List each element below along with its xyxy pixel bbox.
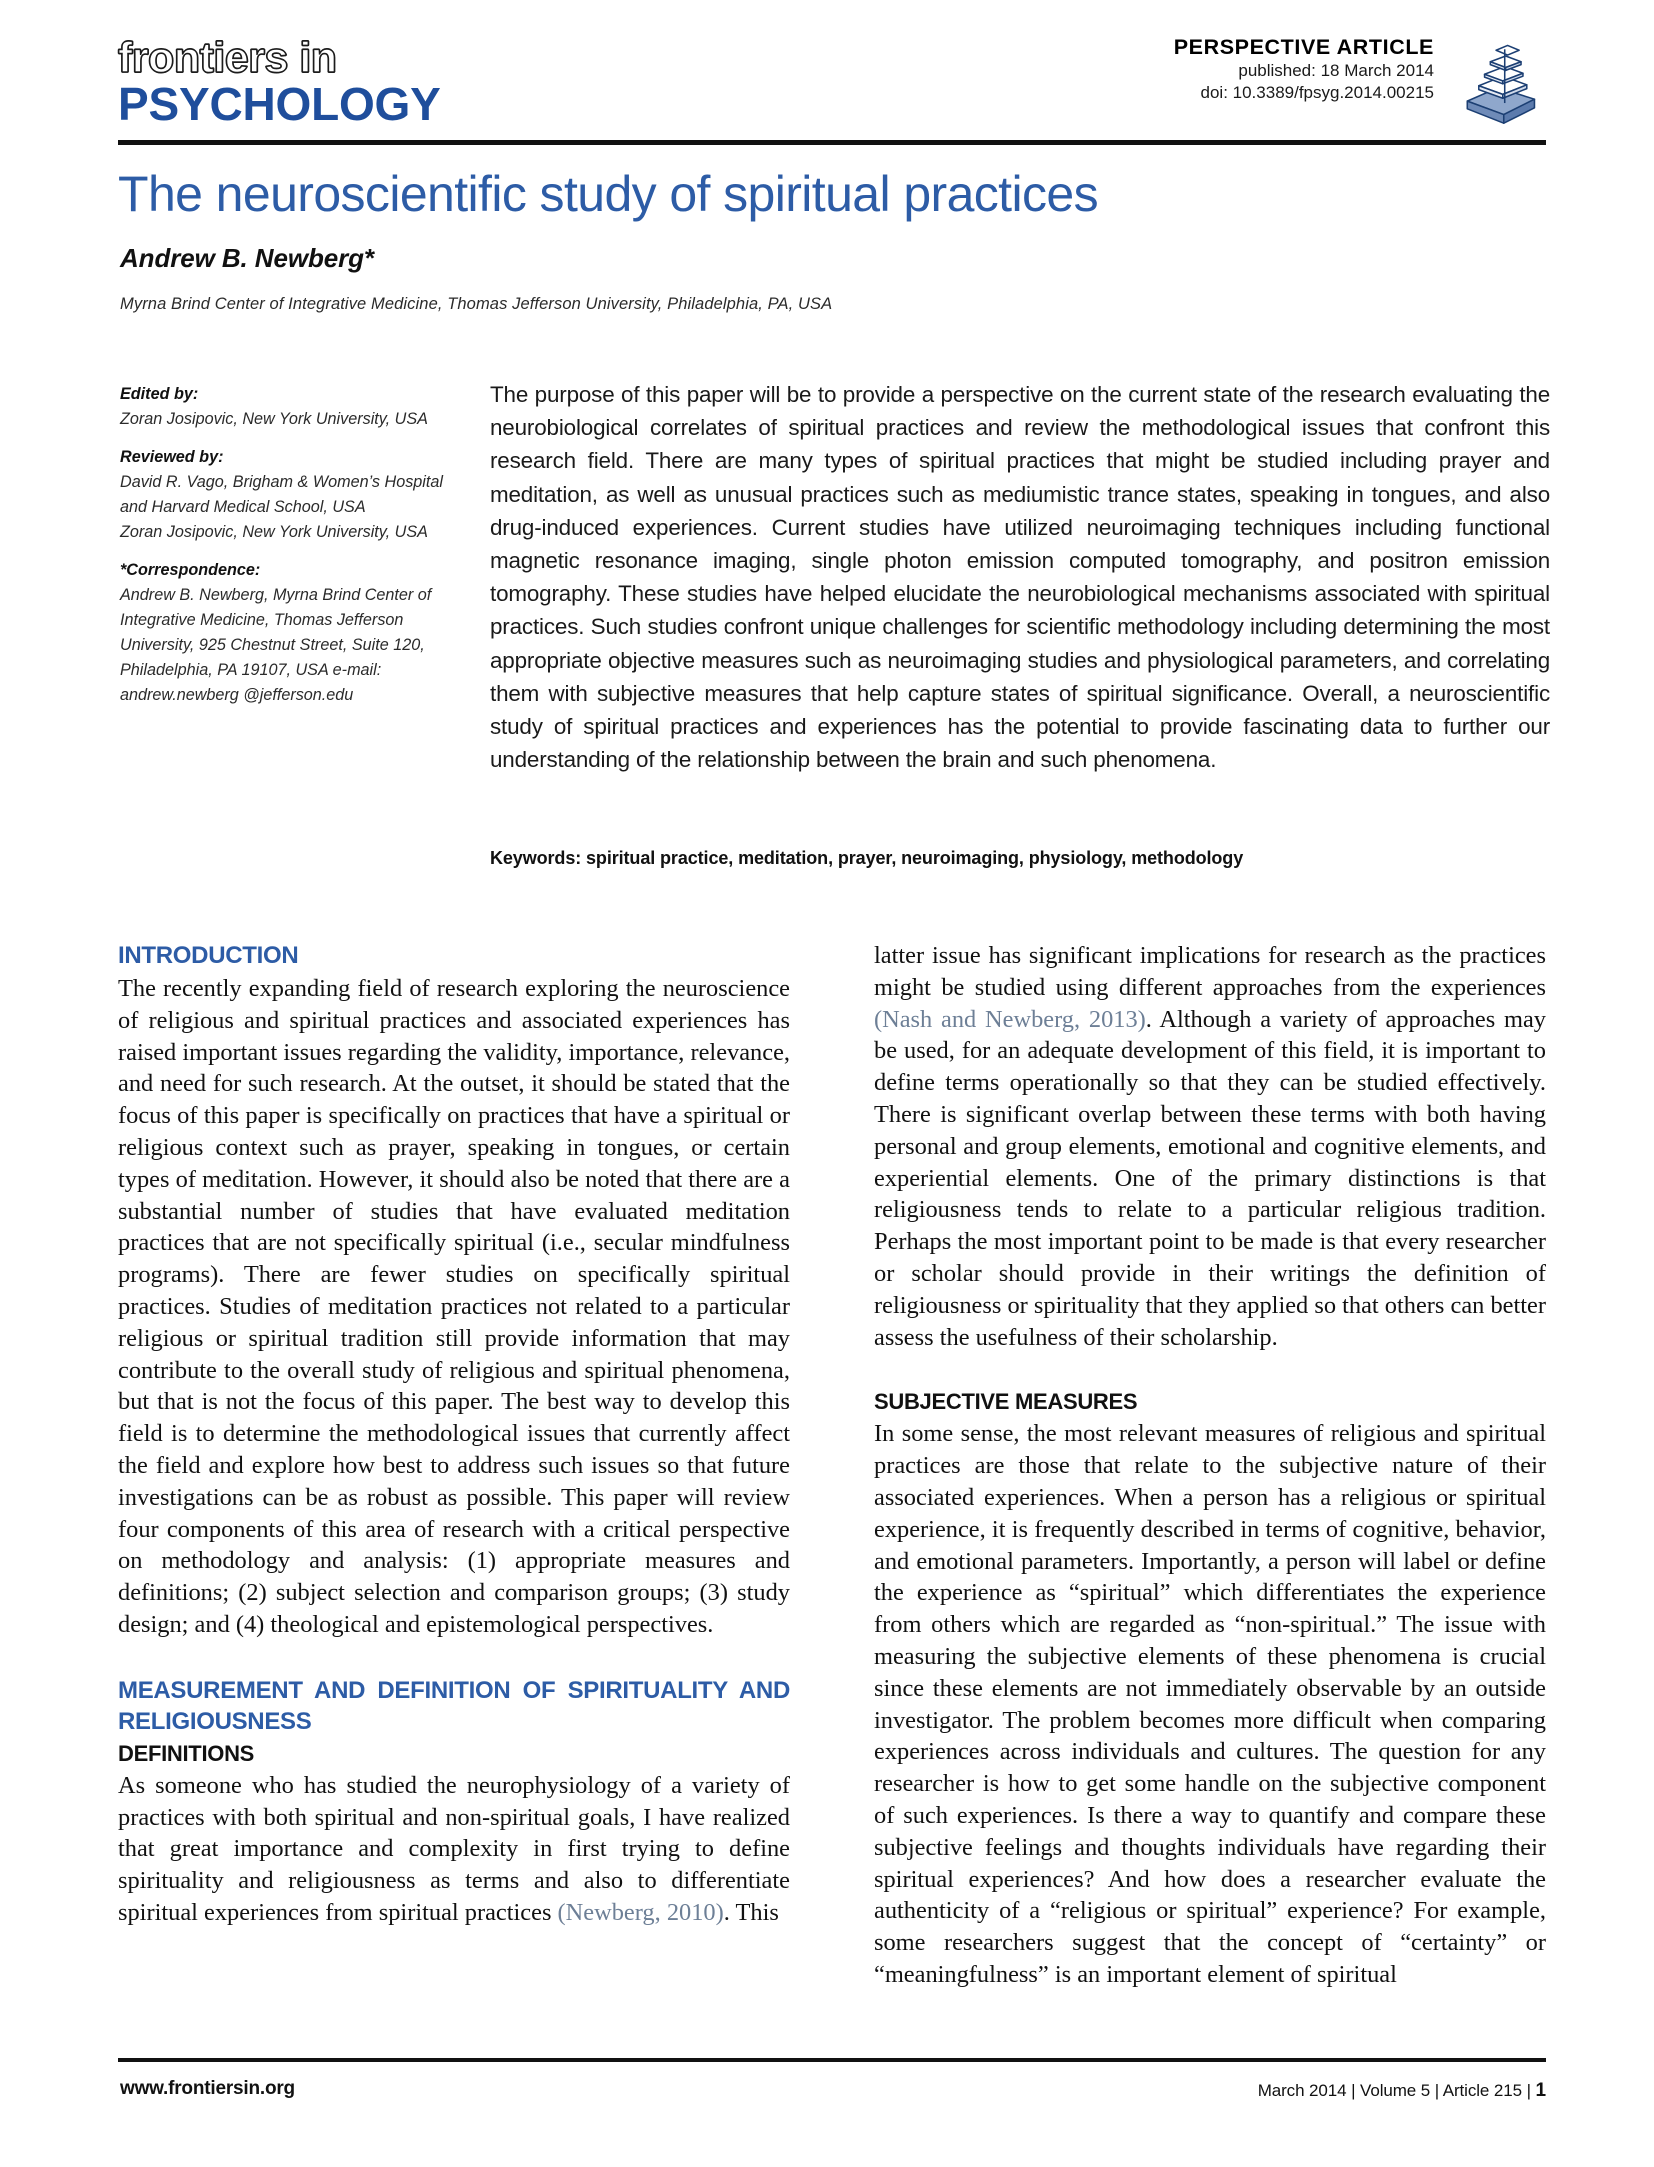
edited-by-label: Edited by:: [120, 385, 199, 403]
edited-by-value: Zoran Josipovic, New York University, USA: [120, 410, 428, 428]
logo-psychology-text: PSYCHOLOGY: [118, 78, 441, 130]
continued-text-part1: latter issue has significant implications for research as the practices might be studied using different approaches from the experiences: [874, 942, 1546, 1001]
article-type-label: PERSPECTIVE ARTICLE: [1173, 35, 1434, 59]
paragraph-definitions: [118, 1770, 790, 1929]
footer-website[interactable]: www.frontiersin.org: [120, 2078, 295, 2099]
editorial-sidebar: [120, 382, 450, 721]
reviewed-by-label: Reviewed by:: [120, 448, 224, 466]
footer-issue-text: March 2014 | Volume 5 | Article 215 |: [1257, 2081, 1536, 2100]
masthead: [118, 28, 1546, 136]
body-column-right: [874, 940, 1546, 1991]
edited-by-group: [120, 382, 450, 432]
definitions-text-part1: As someone who has studied the neurophysiology of a variety of practices with both spiritual and non-spiritual goals, I have realized that great importance and complexity in first trying to define spirituality and religiousness as terms and also to differentiate spiritual experiences from spiritual practices: [118, 1771, 790, 1926]
definitions-text-part2: . This: [723, 1898, 779, 1926]
footer-issue-info: [1258, 2080, 1546, 2102]
header-divider: [118, 140, 1546, 145]
heading-subjective-measures: SUBJECTIVE MEASURES: [874, 1389, 1138, 1415]
reviewer-1: David R. Vago, Brigham & Women’s Hospital and Harvard Medical School, USA: [120, 473, 443, 516]
author-affiliation: Myrna Brind Center of Integrative Medicine, Thomas Jefferson University, Philadelphia, PA, USA: [120, 295, 833, 313]
heading-introduction: INTRODUCTION: [118, 942, 299, 969]
published-date: published: 18 March 2014: [1238, 61, 1434, 80]
reviewed-by-group: [120, 445, 450, 545]
footer-divider: [118, 2058, 1546, 2062]
logo-frontiers-text: frontiers in: [118, 34, 337, 82]
page-title: The neuroscientific study of spiritual practices: [118, 166, 1098, 222]
stacked-blocks-icon: [1450, 32, 1546, 128]
paragraph-subjective-measures: In some sense, the most relevant measures of religious and spiritual practices are those that relate to the subjective nature of their associated experiences. When a person has a religious or spiritual experience, it is frequently described in terms of cognitive, behavior, and emotional parameters. Importantly, a person will label or define the experience as “spiritual” which differentiates the experience from others which are regarded as “non-spiritual.” The issue with measuring the subjective elements of these phenomena is crucial since these elements are not immediately observable by an outside investigator. The problem becomes more difficult when comparing experiences across individuals and cultures. The question for any researcher is how to get some handle on the subjective component of such experiences. Is there a way to quantify and compare these subjective feelings and thoughts individuals have regarding their spiritual experiences? And how does a researcher evaluate the authenticity of a “religious or spiritual” experience? For example, some researchers suggest that the concept of “certainty” or “meaningfulness” is an important element of spiritual: [874, 1420, 1546, 1988]
heading-definitions: DEFINITIONS: [118, 1740, 255, 1766]
body-column-left: [118, 940, 790, 1929]
author-name: Andrew B. Newberg*: [120, 243, 374, 273]
citation-newberg-2010: (Newberg, 2010): [557, 1898, 724, 1926]
correspondence-value: Andrew B. Newberg, Myrna Brind Center of Integrative Medicine, Thomas Jefferson University, 925 Chestnut Street, Suite 120, Philadelphia, PA 19107, USA e-mail: andrew.newberg @jefferson.edu: [120, 586, 432, 704]
header-meta: [1174, 34, 1434, 104]
reviewer-2: Zoran Josipovic, New York University, USA: [120, 523, 428, 541]
keywords-line: Keywords: spiritual practice, meditation, prayer, neuroimaging, physiology, methodology: [490, 848, 1244, 868]
correspondence-group: [120, 558, 450, 708]
continued-text-part2: . Although a variety of approaches may be used, for an adequate development of this field, it is important to define terms operationally so that they can be studied effectively. There is significant overlap between these terms with both having personal and group elements, emotional and cognitive elements, and experiential elements. One of the primary distinctions is that religiousness tends to relate to a particular religious tradition. Perhaps the most important point to be made is that every researcher or scholar should provide in their writings the definition of religiousness or spirituality that they applied so that others can better assess the usefulness of their scholarship.: [874, 1005, 1546, 1351]
doi-text: doi: 10.3389/fpsyg.2014.00215: [1200, 83, 1434, 102]
correspondence-label: *Correspondence:: [120, 561, 261, 579]
journal-logo: [118, 36, 548, 128]
footer-page-number: 1: [1535, 2080, 1546, 2101]
abstract-text: The purpose of this paper will be to provide a perspective on the current state of the research evaluating the neurobiological correlates of spiritual practices and review the methodological issues that confront this research field. There are many types of spiritual practices that might be studied including prayer and meditation, as well as unusual practices such as mediumistic trance states, speaking in tongues, and also drug-induced experiences. Current studies have utilized neuroimaging techniques including functional magnetic resonance imaging, single photon emission computed tomography, and positron emission tomography. These studies have helped elucidate the neurobiological mechanisms associated with spiritual practices. Such studies confront unique challenges for scientific methodology including determining the most appropriate objective measures such as neuroimaging studies and physiological parameters, and correlating them with subjective measures that help capture states of spiritual significance. Overall, a neuroscientific study of spiritual practices and experiences has the potential to provide fascinating data to further our understanding of the relationship between the brain and such phenomena.: [490, 382, 1550, 773]
paragraph-definitions-continued: [874, 940, 1546, 1353]
paragraph-introduction: The recently expanding field of research exploring the neuroscience of religious and spiritual practices and associated experiences has raised important issues regarding the validity, importance, relevance, and need for such research. At the outset, it should be stated that the focus of this paper is specifically on practices that have a spiritual or religious context such as prayer, speaking in tongues, or certain types of meditation. However, it should also be noted that there are a substantial number of studies that have evaluated meditation practices that are not specifically spiritual (i.e., secular mindfulness programs). There are fewer studies on specifically spiritual practices. Studies of meditation practices not related to a particular religious or spiritual tradition still provide information that may contribute to the overall study of religious and spiritual phenomena, but that is not the focus of this paper. The best way to develop this field is to determine the methodological issues that currently affect the field and explore how best to address such issues so that future investigations can be as robust as possible. This paper will review four components of this area of research with a critical perspective on methodology and analysis: (1) appropriate measures and definitions; (2) subject selection and comparison groups; (3) study design; and (4) theological and epistemological perspectives.: [118, 975, 790, 1638]
citation-nash-newberg-2013: (Nash and Newberg, 2013): [874, 1005, 1146, 1033]
heading-measurement-definition: MEASUREMENT AND DEFINITION OF SPIRITUALITY AND RELIGIOUSNESS: [118, 1676, 790, 1735]
